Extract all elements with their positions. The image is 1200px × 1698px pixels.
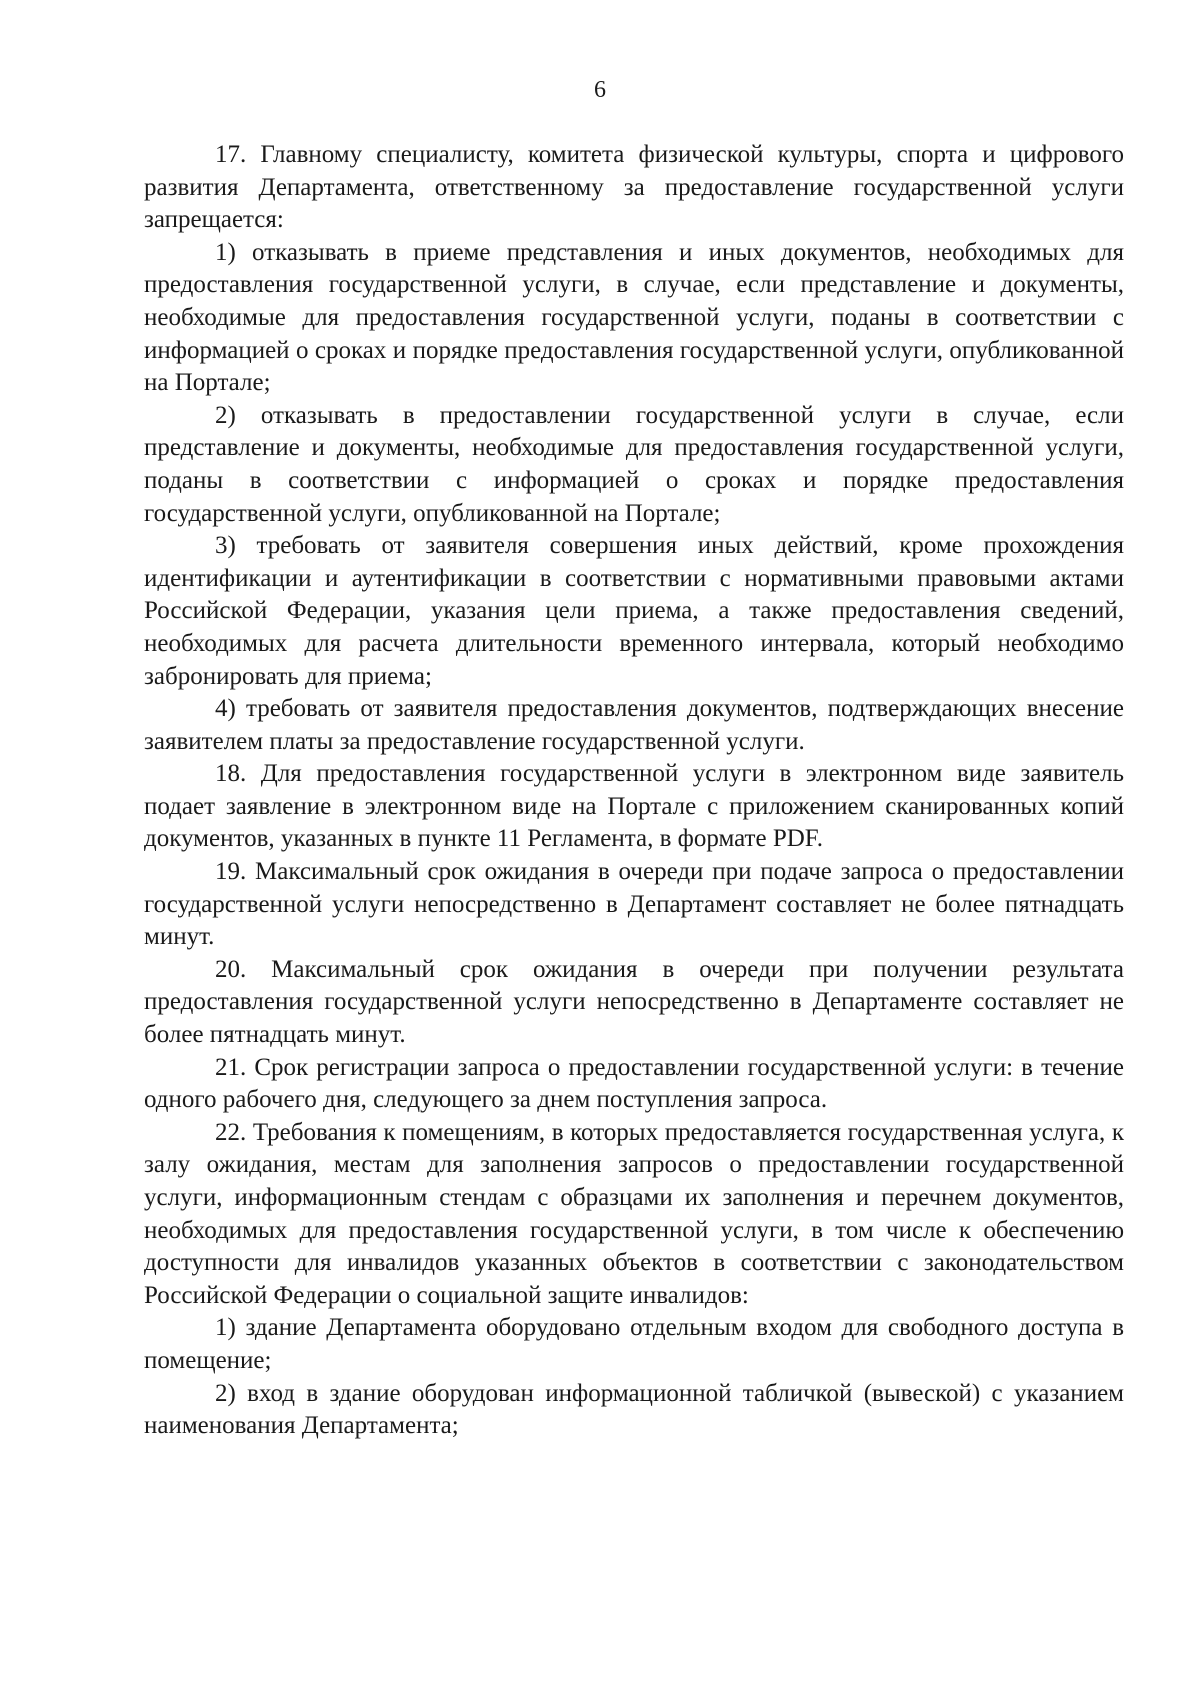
paragraph-22: 22. Требования к помещениям, в которых предоставляется государственная услуга, к залу ожидания, местам для заполнения запросов о предоставлении государственной услуги, информационным стендам с образцами их заполнения и перечнем документов, необходимых для предоставления государственной услуги, в том числе к обеспечению доступности для инвалидов указанных объектов в соответствии с законодательством Российской Федерации о социальной защите инвалидов:	[144, 1118, 1124, 1309]
paragraph-17-item-3: 3) требовать от заявителя совершения иных действий, кроме прохождения идентификации и аутентификации в соответствии с нормативными правовыми актами Российской Федерации, указания цели приема, а также предоставления сведений, необходимых для расчета длительности временного интервала, который необходимо забронировать для приема;	[144, 532, 1124, 690]
paragraph-21: 21. Срок регистрации запроса о предоставлении государственной услуги: в течение одного рабочего дня, следующего за днем поступления запроса.	[144, 1053, 1124, 1114]
paragraph-22-item-2: 2) вход в здание оборудован информационной табличкой (вывеской) с указанием наименования Департамента;	[144, 1379, 1124, 1440]
paragraph-20: 20. Максимальный срок ожидания в очереди при получении результата предоставления государственной услуги непосредственно в Департаменте составляет не более пятнадцать минут.	[144, 955, 1124, 1049]
paragraph-17-item-2: 2) отказывать в предоставлении государственной услуги в случае, если представление и документы, необходимые для предоставления государственной услуги, поданы в соответствии с информацией о сроках и порядке предоставления государственной услуги, опубликованной на Портале;	[144, 401, 1124, 527]
paragraph-19: 19. Максимальный срок ожидания в очереди при подаче запроса о предоставлении государственной услуги непосредственно в Департамент составляет не более пятнадцать минут.	[144, 858, 1124, 951]
document-body	[144, 139, 1124, 1443]
paragraph-17-item-4: 4) требовать от заявителя предоставления документов, подтверждающих внесение заявителем платы за предоставление государственной услуги.	[144, 695, 1124, 755]
paragraph-22-item-1: 1) здание Департамента оборудовано отдельным входом для свободного доступа в помещение;	[144, 1314, 1124, 1374]
paragraph-17: 17. Главному специалисту, комитета физической культуры, спорта и цифрового развития Департамента, ответственному за предоставление государственной услуги запрещается:	[144, 141, 1124, 234]
paragraph-18: 18. Для предоставления государственной услуги в электронном виде заявитель подает заявление в электронном виде на Портале с приложением сканированных копий документов, указанных в пункте 11 Регламента, в формате PDF.	[144, 760, 1124, 853]
paragraph-17-item-1: 1) отказывать в приеме представления и иных документов, необходимых для предоставления государственной услуги, в случае, если представление и документы, необходимые для предоставления государственной услуги, поданы в соответствии с информацией о сроках и порядке предоставления государственной услуги, опубликованной на Портале;	[144, 238, 1124, 397]
page-number: 6	[594, 77, 606, 103]
